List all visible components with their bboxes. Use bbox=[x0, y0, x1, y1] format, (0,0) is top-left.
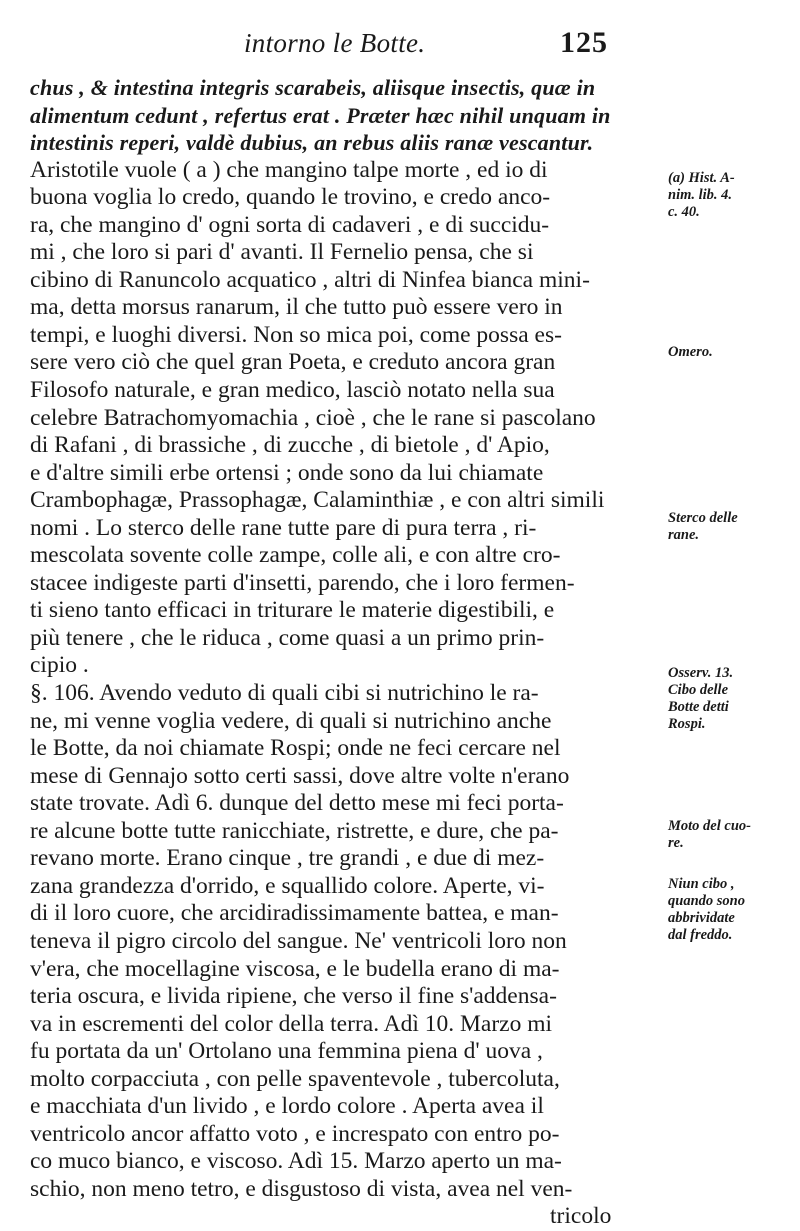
text-line: sere vero ciò che quel gran Poeta, e creduto ancora gran bbox=[30, 349, 556, 376]
text-line: molto corpacciuta , con pelle spaventevole , tubercoluta, bbox=[30, 1065, 560, 1092]
page-number: 125 bbox=[560, 26, 608, 59]
text-line: revano morte. Erano cinque , tre grandi , e due di mez- bbox=[30, 845, 545, 872]
text-line: Aristotile vuole ( a ) che mangino talpe morte , ed io di bbox=[30, 156, 548, 183]
text-line: cipio . bbox=[30, 652, 89, 679]
text-line: di il loro cuore, che arcidiradissimamente battea, e man- bbox=[30, 900, 559, 927]
text-line: ra, che mangino d' ogni sorta di cadaveri , e di succidu- bbox=[30, 211, 550, 238]
text-line: ti sieno tanto efficaci in triturare le materie digestibili, e bbox=[30, 597, 555, 624]
text-line: stacee indigeste parti d'insetti, parendo, che i loro fermen- bbox=[30, 569, 575, 596]
margin-note-omero: Omero. bbox=[668, 344, 713, 360]
text-line: teneva il pigro circolo del sangue. Ne' ventricoli loro non bbox=[30, 927, 567, 954]
text-line: re alcune botte tutte ranicchiate, ristrette, e dure, che pa- bbox=[30, 817, 559, 844]
text-line: §. 106. Avendo veduto di quali cibi si nutrichino le ra- bbox=[30, 680, 539, 707]
margin-note-moto: Moto del cuo- re. bbox=[668, 818, 751, 851]
text-line: state trovate. Adì 6. dunque del detto mese mi feci porta- bbox=[30, 790, 564, 817]
margin-note-osserv: Osserv. 13. Cibo delle Botte detti Rospi. bbox=[668, 665, 734, 732]
text-line: zana grandezza d'orrido, e squallido colore. Aperte, vi- bbox=[30, 872, 545, 899]
text-line: mese di Gennajo sotto certi sassi, dove altre volte n'erano bbox=[30, 762, 570, 789]
text-line: più tenere , che le riduca , come quasi a un primo prin- bbox=[30, 624, 545, 651]
text-line: ne, mi venne voglia vedere, di quali si nutrichino anche bbox=[30, 707, 552, 734]
text-line: ma, detta morsus ranarum, il che tutto può essere vero in bbox=[30, 294, 563, 321]
text-line: e macchiata d'un livido , e lordo colore . Aperta avea il bbox=[30, 1093, 544, 1120]
text-line: ventricolo ancor affatto voto , e increspato con entro po- bbox=[30, 1120, 560, 1147]
text-line: fu portata da un' Ortolano una femmina piena d' uova , bbox=[30, 1038, 543, 1065]
text-line: nomi . Lo sterco delle rane tutte pare di pura terra , ri- bbox=[30, 514, 537, 541]
margin-note-niun-cibo: Niun cibo , quando sono abbrividate dal freddo. bbox=[668, 876, 745, 943]
page-header bbox=[0, 22, 800, 72]
text-line: teria oscura, e livida ripiene, che verso il fine s'addensa- bbox=[30, 983, 557, 1010]
text-line: mi , che loro si pari d' avanti. Il Fernelio pensa, che si bbox=[30, 239, 534, 266]
text-line: e d'altre simili erbe ortensi ; onde sono da lui chiamate bbox=[30, 459, 544, 486]
text-line: intestinis reperi, valdè dubius, an rebus aliis ranæ vescantur. bbox=[30, 130, 594, 156]
text-line: schio, non meno tetro, e disgustoso di vista, avea nel ven- bbox=[30, 1175, 573, 1202]
text-line: co muco bianco, e viscoso. Adì 15. Marzo aperto un ma- bbox=[30, 1148, 562, 1175]
text-line: Filosofo naturale, e gran medico, lasciò notato nella sua bbox=[30, 377, 555, 404]
text-line: cibino di Ranuncolo acquatico , altri di Ninfea bianca mini- bbox=[30, 266, 590, 293]
text-line: di Rafani , di brassiche , di zucche , di bietole , d' Apio, bbox=[30, 432, 550, 459]
text-line: tempi, e luoghi diversi. Non so mica poi, come possa es- bbox=[30, 321, 562, 348]
text-line: celebre Batrachomyomachia , cioè , che le rane si pascolano bbox=[30, 404, 596, 431]
text-line: Crambophagæ, Prassophagæ, Calaminthiæ , e con altri simili bbox=[30, 487, 605, 514]
margin-note-citation: (a) Hist. A- nim. lib. 4. c. 40. bbox=[668, 170, 735, 220]
running-title: intorno le Botte. bbox=[244, 28, 426, 58]
text-line: v'era, che mocellagine viscosa, e le budella erano di ma- bbox=[30, 955, 560, 982]
text-line: le Botte, da noi chiamate Rospi; onde ne feci cercare nel bbox=[30, 735, 561, 762]
text-line: buona voglia lo credo, quando le trovino, e credo anco- bbox=[30, 184, 551, 211]
text-line: chus , & intestina integris scarabeis, aliisque insectis, quæ in bbox=[30, 75, 596, 100]
main-text-block bbox=[30, 74, 660, 1231]
text-line: va in escrementi del color della terra. Adì 10. Marzo mi bbox=[30, 1010, 553, 1037]
text-line: mescolata sovente colle zampe, colle ali, e con altre cro- bbox=[30, 542, 561, 569]
text-line: alimentum cedunt , refertus erat . Præter hæc nihil unquam in bbox=[30, 102, 611, 128]
margin-note-sterco: Sterco delle rane. bbox=[668, 510, 738, 543]
text-line: tricolo bbox=[550, 1203, 612, 1230]
